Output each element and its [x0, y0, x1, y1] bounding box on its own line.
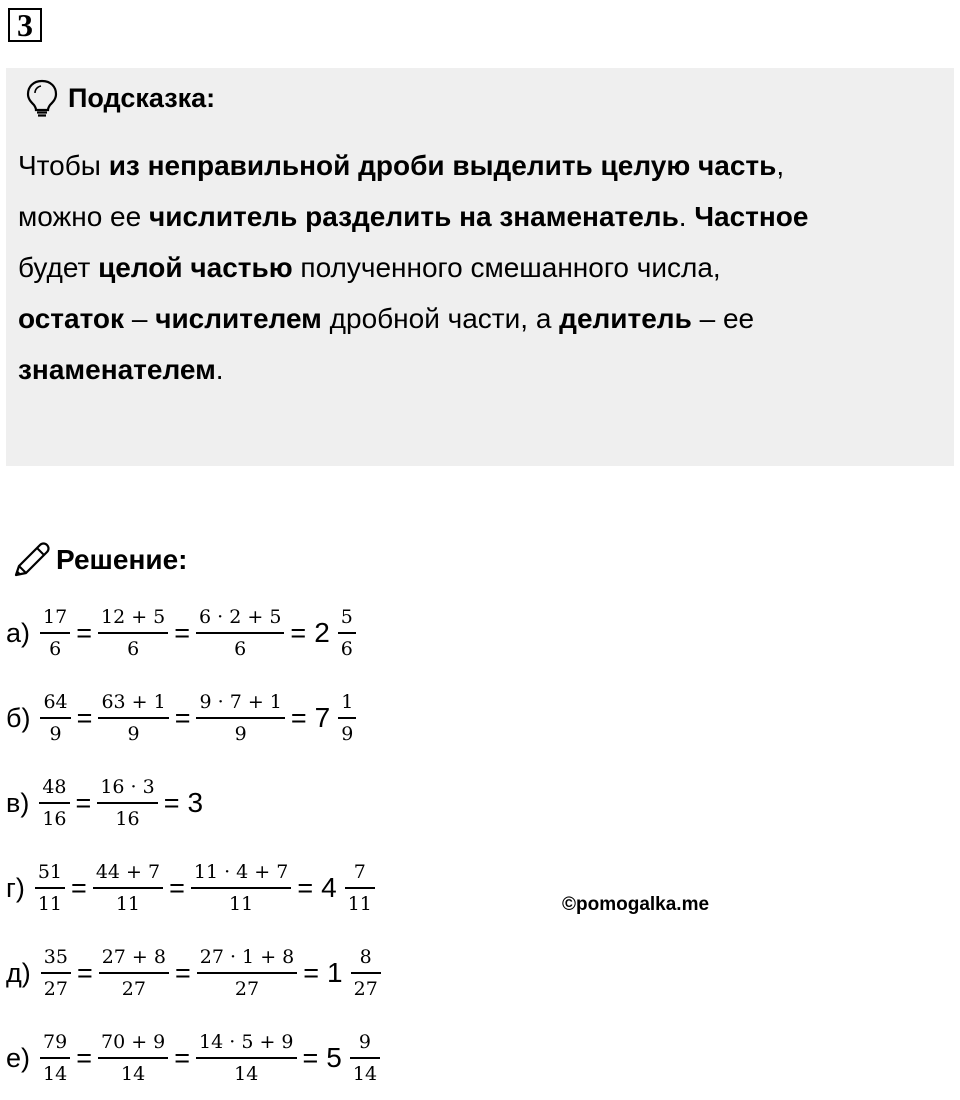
mixed-whole-part: 1	[327, 957, 343, 988]
fraction-numerator: 64	[43, 690, 68, 713]
hint-line	[18, 344, 938, 395]
hint-text-run: дробной части, а	[321, 303, 560, 334]
equation-label: е)	[6, 1042, 31, 1073]
integer-result: 3	[187, 787, 204, 818]
fraction	[350, 1030, 380, 1085]
fraction	[197, 945, 297, 1000]
fraction	[40, 605, 70, 660]
mixed-whole-part: 7	[314, 702, 331, 733]
fraction-denominator: 11	[35, 887, 65, 914]
watermark: ©pomogalka.me	[562, 894, 710, 915]
fraction-numerator: 9 · 7 + 1	[199, 690, 282, 713]
equation-row	[6, 938, 383, 1008]
hint-bold-text: числителем	[155, 303, 322, 334]
mixed-whole-part: 4	[321, 872, 337, 903]
fraction	[99, 945, 169, 1000]
equation-label: в)	[6, 787, 30, 818]
equals-sign: =	[174, 702, 191, 733]
hint-title: Подсказка:	[68, 82, 216, 113]
fraction-denominator: 14	[98, 1057, 168, 1084]
equation-row	[6, 768, 209, 838]
fraction-numerator: 14 · 5 + 9	[199, 1030, 294, 1053]
fraction-denominator: 6	[98, 632, 168, 659]
fraction	[191, 860, 291, 915]
hint-box	[6, 68, 954, 466]
equals-sign: =	[290, 617, 307, 648]
fraction-denominator: 16	[39, 802, 69, 829]
fraction-denominator: 9	[196, 717, 284, 744]
hint-line	[18, 140, 938, 191]
fraction-numerator: 27 · 1 + 8	[199, 945, 295, 968]
equals-sign: =	[76, 702, 93, 733]
equals-sign: =	[174, 957, 191, 988]
fraction-denominator: 27	[41, 972, 71, 999]
fraction	[93, 860, 163, 915]
solution-title: Решение:	[56, 544, 188, 575]
equals-sign: =	[163, 787, 180, 818]
fraction-numerator: 63 + 1	[101, 690, 166, 713]
mixed-whole-part: 2	[314, 617, 330, 648]
fraction	[98, 605, 168, 660]
fraction	[97, 775, 157, 830]
hint-line	[18, 191, 938, 242]
equals-sign: =	[174, 617, 191, 648]
equation-label: а)	[6, 617, 31, 648]
hint-line	[18, 242, 938, 293]
fraction-denominator: 9	[98, 717, 168, 744]
fraction-denominator: 6	[40, 632, 70, 659]
fraction-denominator: 27	[197, 972, 297, 999]
hint-text-run: Чтобы	[18, 150, 109, 181]
mixed-whole-part: 5	[326, 1042, 342, 1073]
fraction	[40, 690, 70, 745]
hint-text-run: .	[215, 354, 224, 385]
equals-sign: =	[71, 872, 87, 903]
equals-sign: =	[303, 957, 320, 988]
fraction-numerator: 8	[359, 945, 372, 968]
equals-sign: =	[75, 787, 92, 818]
equals-sign: =	[290, 702, 307, 733]
hint-text-run: будет	[18, 252, 99, 283]
fraction	[41, 945, 71, 1000]
hint-header	[24, 78, 215, 118]
fraction	[338, 605, 356, 660]
fraction	[98, 690, 168, 745]
fraction	[98, 1030, 168, 1085]
task-number-badge: 3	[8, 8, 42, 42]
fraction-denominator: 9	[40, 717, 70, 744]
equals-sign: =	[302, 1042, 319, 1073]
fraction-numerator: 48	[42, 775, 67, 798]
equation-row	[6, 1023, 382, 1093]
fraction-denominator: 11	[191, 887, 291, 914]
hint-text	[18, 140, 938, 395]
equals-sign: =	[169, 872, 185, 903]
fraction	[35, 860, 65, 915]
fraction	[196, 605, 284, 660]
fraction-numerator: 79	[43, 1030, 68, 1053]
fraction-numerator: 1	[341, 690, 354, 713]
fraction-numerator: 44 + 7	[95, 860, 161, 883]
hint-line	[18, 293, 938, 344]
fraction-denominator: 14	[40, 1057, 70, 1084]
equation-label: б)	[6, 702, 31, 733]
fraction-numerator: 11 · 4 + 7	[193, 860, 289, 883]
fraction-numerator: 9	[358, 1030, 372, 1053]
fraction-denominator: 9	[338, 717, 356, 744]
hint-text-run: –	[124, 303, 156, 334]
fraction-numerator: 70 + 9	[100, 1030, 166, 1053]
equals-sign: =	[76, 1042, 92, 1073]
hint-text-run: можно ее	[18, 201, 149, 232]
fraction-denominator: 14	[196, 1057, 296, 1084]
fraction-numerator: 51	[37, 860, 63, 883]
hint-bold-text: знаменателем	[18, 354, 216, 385]
fraction-denominator: 11	[345, 887, 375, 914]
hint-bold-text: остаток	[18, 303, 125, 334]
fraction-numerator: 35	[43, 945, 68, 968]
equation-row	[6, 853, 377, 923]
fraction	[40, 1030, 70, 1085]
fraction-denominator: 27	[99, 972, 169, 999]
hint-bold-text: делитель	[559, 303, 692, 334]
equation-label: г)	[6, 872, 25, 903]
fraction-numerator: 7	[353, 860, 366, 883]
equation-row	[6, 683, 358, 753]
pencil-icon	[10, 539, 52, 581]
fraction-denominator: 6	[196, 632, 284, 659]
hint-text-run: полученного смешанного числа,	[292, 252, 721, 283]
fraction	[39, 775, 69, 830]
equation-row	[6, 598, 358, 668]
hint-bold-text: из неправильной дроби выделить целую часть	[108, 150, 777, 181]
fraction	[345, 860, 375, 915]
hint-text-run: ,	[776, 150, 785, 181]
equals-sign: =	[174, 1042, 191, 1073]
fraction-numerator: 12 + 5	[100, 605, 166, 628]
equals-sign: =	[76, 957, 93, 988]
lightbulb-icon	[24, 78, 60, 118]
equals-sign: =	[76, 617, 92, 648]
equals-sign: =	[297, 872, 314, 903]
fraction	[351, 945, 381, 1000]
fraction-denominator: 11	[93, 887, 163, 914]
fraction	[196, 690, 284, 745]
fraction	[196, 1030, 296, 1085]
solution-header	[10, 538, 187, 582]
hint-bold-text: целой частью	[98, 252, 293, 283]
fraction-denominator: 27	[351, 972, 381, 999]
fraction-denominator: 6	[338, 632, 356, 659]
fraction-denominator: 14	[350, 1057, 380, 1084]
fraction-numerator: 5	[340, 605, 353, 628]
hint-text-run: – ее	[691, 303, 755, 334]
fraction-numerator: 6 · 2 + 5	[199, 605, 282, 628]
fraction-denominator: 16	[97, 802, 157, 829]
fraction-numerator: 27 + 8	[101, 945, 166, 968]
fraction	[338, 690, 356, 745]
equation-label: д)	[6, 957, 31, 988]
hint-bold-text: Частное	[694, 201, 809, 232]
hint-bold-text: числитель разделить на знаменатель	[148, 201, 679, 232]
fraction-numerator: 16 · 3	[100, 775, 155, 798]
fraction-numerator: 17	[43, 605, 68, 628]
hint-text-run: .	[678, 201, 695, 232]
